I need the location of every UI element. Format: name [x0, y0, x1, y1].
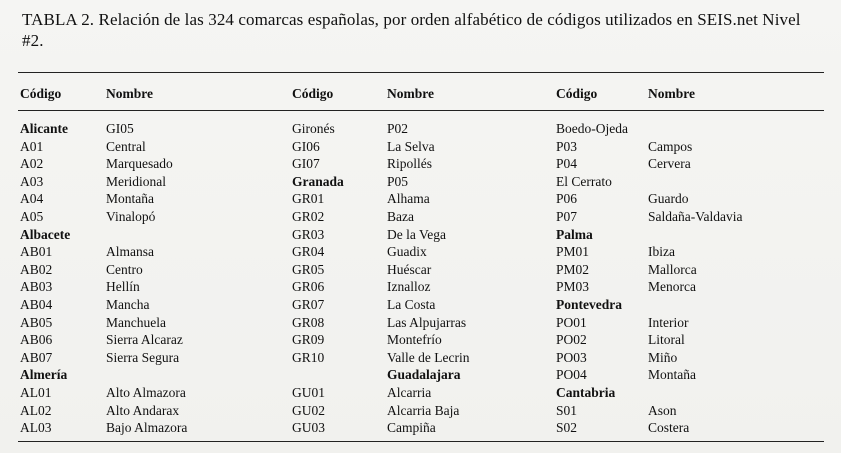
- table-row: [556, 261, 818, 279]
- code-cell: A01: [20, 138, 44, 154]
- name-cell: Alcarria Baja: [387, 402, 460, 418]
- code-cell: A02: [20, 156, 44, 172]
- name-cell: Manchuela: [106, 314, 166, 330]
- name-cell: Mallorca: [648, 261, 697, 277]
- name-cell: Alto Andarax: [106, 402, 180, 418]
- table-row: [556, 173, 818, 191]
- code-cell: Cantabria: [556, 384, 616, 400]
- table-row: [292, 226, 547, 244]
- header-code-2: Código: [292, 86, 334, 101]
- name-cell: Guadalajara: [387, 367, 461, 383]
- header-code-1: Código: [20, 86, 62, 101]
- name-cell: Guardo: [648, 191, 689, 207]
- code-cell: P07: [556, 208, 578, 224]
- name-cell: Sierra Alcaraz: [106, 332, 183, 348]
- code-cell: Boedo-Ojeda: [556, 121, 628, 136]
- code-cell: PO02: [556, 332, 587, 348]
- table-row: [20, 208, 266, 226]
- table-row: [20, 349, 266, 367]
- code-cell: PO03: [556, 349, 587, 365]
- table-column-1: [20, 120, 266, 437]
- table-caption: TABLA 2. Relación de las 324 comarcas españolas, por orden alfabético de códigos utilizados en SEIS.net Nivel #2.: [22, 10, 801, 50]
- table-row: [20, 314, 266, 332]
- table-row: [20, 243, 266, 261]
- code-cell: PM01: [556, 244, 590, 260]
- table-row: [556, 278, 818, 296]
- code-cell: A03: [20, 173, 44, 189]
- code-cell: GR04: [292, 244, 325, 260]
- code-cell: PO04: [556, 367, 587, 383]
- name-cell: Meridional: [106, 173, 166, 189]
- code-cell: AB01: [20, 244, 53, 260]
- name-cell: [648, 173, 818, 191]
- name-cell: Guadix: [387, 244, 427, 260]
- code-cell: GI06: [292, 138, 320, 154]
- code-cell: Granada: [292, 173, 344, 189]
- name-cell: Litoral: [648, 332, 685, 348]
- table-row: [556, 208, 818, 226]
- table-row: [292, 296, 547, 314]
- code-cell: El Cerrato: [556, 173, 612, 189]
- name-cell: Saldaña-Valdavia: [648, 208, 743, 224]
- name-cell: Centro: [106, 261, 143, 277]
- table-row: [556, 314, 818, 332]
- table-row: [292, 120, 547, 138]
- name-cell: Bajo Almazora: [106, 420, 188, 436]
- bottom-rule: [18, 441, 824, 442]
- name-cell: Huéscar: [387, 261, 432, 277]
- table-row: [20, 296, 266, 314]
- code-cell: GR07: [292, 296, 325, 312]
- code-cell: Albacete: [20, 226, 71, 242]
- code-cell: Alicante: [20, 121, 68, 136]
- code-cell: AL03: [20, 420, 52, 436]
- code-cell: GR02: [292, 208, 325, 224]
- code-cell: PM02: [556, 261, 590, 277]
- table-row: [20, 331, 266, 349]
- name-cell: La Costa: [387, 296, 436, 312]
- name-cell: P05: [387, 173, 409, 189]
- name-cell: De la Vega: [387, 226, 446, 242]
- table-row: [556, 384, 818, 402]
- header-rule: [18, 110, 824, 111]
- name-cell: Baza: [387, 208, 414, 224]
- name-cell: Miño: [648, 349, 678, 365]
- name-cell: Montaña: [106, 191, 154, 207]
- name-cell: Vinalopó: [106, 208, 156, 224]
- table-row: [556, 419, 818, 437]
- table-row: [292, 243, 547, 261]
- table-row: [556, 296, 818, 314]
- header-name-1: Nombre: [106, 86, 153, 101]
- name-cell: P02: [387, 121, 409, 136]
- code-cell: GR03: [292, 226, 325, 242]
- code-cell: S02: [556, 420, 578, 436]
- name-cell: Menorca: [648, 279, 696, 295]
- code-cell: Palma: [556, 226, 593, 242]
- name-cell: [648, 120, 818, 138]
- name-cell: Montefrío: [387, 332, 442, 348]
- code-cell: Gironés: [292, 121, 335, 136]
- name-cell: Alto Almazora: [106, 384, 186, 400]
- table-row: [20, 226, 266, 244]
- name-cell: Cervera: [648, 156, 691, 172]
- name-cell: [106, 366, 266, 384]
- table-row: [556, 155, 818, 173]
- header-code-3: Código: [556, 86, 598, 101]
- table-row: [556, 349, 818, 367]
- code-cell: A04: [20, 191, 44, 207]
- table-row: [292, 331, 547, 349]
- code-cell: S01: [556, 402, 578, 418]
- table-row: [292, 261, 547, 279]
- table-row: [20, 138, 266, 156]
- name-cell: Ripollés: [387, 156, 433, 172]
- name-cell: [648, 384, 818, 402]
- name-cell: Mancha: [106, 296, 150, 312]
- code-cell: P03: [556, 138, 578, 154]
- table-row: [20, 419, 266, 437]
- table-row: [292, 173, 547, 191]
- code-cell: Pontevedra: [556, 296, 622, 312]
- code-cell: AB03: [20, 279, 53, 295]
- code-cell: GU02: [292, 402, 325, 418]
- name-cell: Alhama: [387, 191, 430, 207]
- name-cell: Ibiza: [648, 244, 675, 260]
- code-cell: [292, 366, 387, 384]
- code-cell: GR06: [292, 279, 325, 295]
- table-row: [556, 138, 818, 156]
- code-cell: GI07: [292, 156, 320, 172]
- code-cell: PM03: [556, 279, 590, 295]
- code-cell: GU03: [292, 420, 325, 436]
- header-name-2: Nombre: [387, 86, 434, 101]
- name-cell: Campos: [648, 138, 693, 154]
- code-cell: Almería: [20, 367, 68, 383]
- code-cell: AL01: [20, 384, 52, 400]
- name-cell: Campiña: [387, 420, 436, 436]
- name-cell: [106, 226, 266, 244]
- table-row: [292, 349, 547, 367]
- table-row: [556, 120, 818, 138]
- name-cell: Alcarria: [387, 384, 432, 400]
- name-cell: Valle de Lecrin: [387, 349, 470, 365]
- code-cell: AB06: [20, 332, 53, 348]
- table-row: [292, 190, 547, 208]
- code-cell: AB02: [20, 261, 53, 277]
- name-cell: Iznalloz: [387, 279, 431, 295]
- code-cell: P06: [556, 191, 578, 207]
- table-row: [20, 190, 266, 208]
- table-row: [292, 138, 547, 156]
- table-row: [292, 208, 547, 226]
- table-row: [20, 384, 266, 402]
- code-cell: AL02: [20, 402, 52, 418]
- table-row: [20, 155, 266, 173]
- name-cell: Ason: [648, 402, 677, 418]
- name-cell: La Selva: [387, 138, 435, 154]
- top-rule: [18, 72, 824, 73]
- table-row: [556, 366, 818, 384]
- table-row: [556, 190, 818, 208]
- code-cell: PO01: [556, 314, 587, 330]
- name-cell: Sierra Segura: [106, 349, 180, 365]
- table-row: [292, 384, 547, 402]
- name-cell: Interior: [648, 314, 689, 330]
- table-row: [292, 278, 547, 296]
- table-row: [20, 120, 266, 138]
- table-row: [292, 155, 547, 173]
- table-row: [20, 402, 266, 420]
- table-row: [292, 419, 547, 437]
- name-cell: GI05: [106, 121, 134, 136]
- table-row: [556, 331, 818, 349]
- code-cell: A05: [20, 208, 44, 224]
- table-row: [20, 261, 266, 279]
- table-row: [20, 366, 266, 384]
- name-cell: Costera: [648, 420, 690, 436]
- code-cell: P04: [556, 156, 578, 172]
- table-row: [20, 278, 266, 296]
- code-cell: GR08: [292, 314, 325, 330]
- name-cell: Central: [106, 138, 146, 154]
- name-cell: [648, 226, 818, 244]
- name-cell: Almansa: [106, 244, 154, 260]
- code-cell: GU01: [292, 384, 325, 400]
- code-cell: AB07: [20, 349, 53, 365]
- code-cell: GR10: [292, 349, 325, 365]
- table-row: [556, 243, 818, 261]
- table-row: [292, 314, 547, 332]
- code-cell: GR05: [292, 261, 325, 277]
- code-cell: GR09: [292, 332, 325, 348]
- code-cell: AB04: [20, 296, 53, 312]
- table-row: [292, 366, 547, 384]
- table-row: [556, 226, 818, 244]
- table-row: [292, 402, 547, 420]
- name-cell: Montaña: [648, 367, 696, 383]
- table-row: [20, 173, 266, 191]
- code-cell: GR01: [292, 191, 325, 207]
- name-cell: [648, 296, 818, 314]
- name-cell: Hellín: [106, 279, 140, 295]
- table-row: [556, 402, 818, 420]
- header-name-3: Nombre: [648, 86, 695, 101]
- code-cell: AB05: [20, 314, 53, 330]
- table-column-3: [556, 120, 818, 437]
- name-cell: Marquesado: [106, 156, 173, 172]
- name-cell: Las Alpujarras: [387, 314, 467, 330]
- table-column-2: [292, 120, 547, 437]
